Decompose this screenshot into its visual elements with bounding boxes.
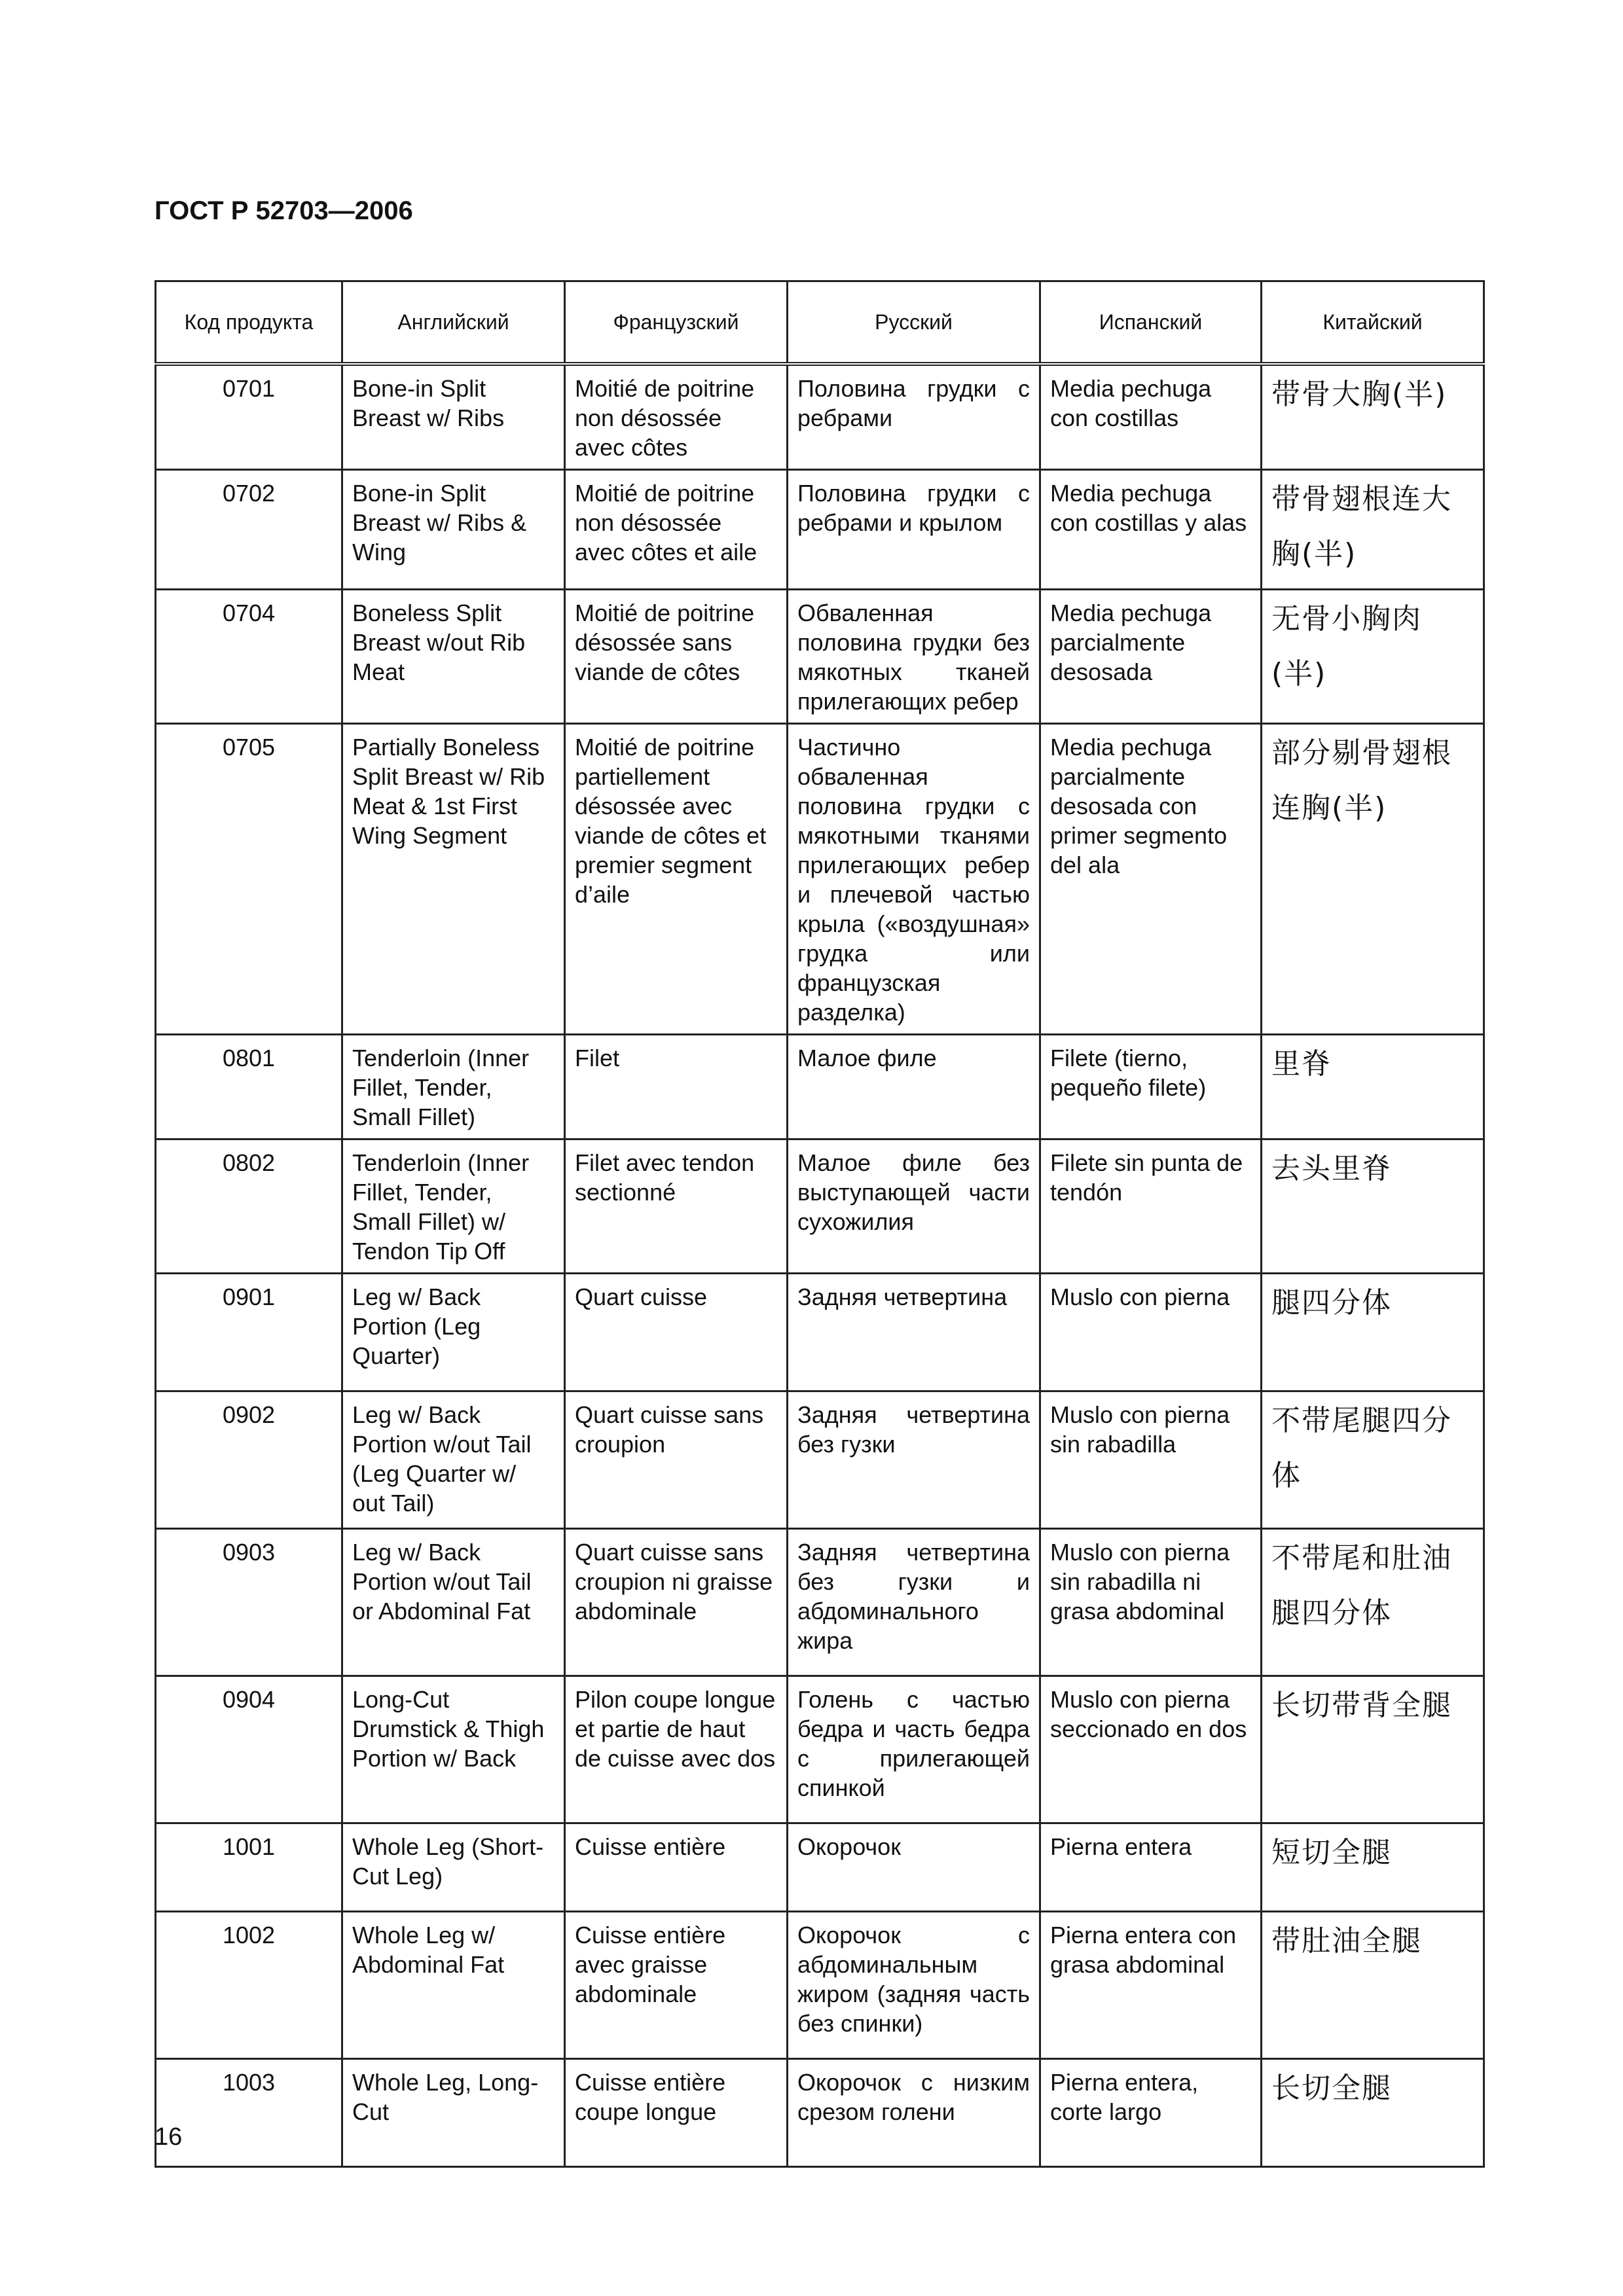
table-row [156,470,1484,590]
spanish-name: Pierna entera [1040,1823,1262,1912]
chinese-name: 带骨翅根连大胸(半) [1262,470,1484,590]
spanish-name: Media pechuga parcialmente desosada [1040,590,1262,724]
french-name: Quart cuisse sans croupion ni graisse abdominale [565,1529,788,1676]
french-name: Moitié de poitrine désossée sans viande de côtes [565,590,788,724]
chinese-name: 带肚油全腿 [1262,1912,1484,2059]
chinese-name: 短切全腿 [1262,1823,1484,1912]
column-header-french: Французский [565,281,788,365]
russian-name: Задняя четвертина без гузки и абдоминального жира [788,1529,1040,1676]
chinese-name: 去头里脊 [1262,1139,1484,1274]
chinese-name: 腿四分体 [1262,1274,1484,1391]
product-code: 1003 [156,2059,342,2167]
chinese-name: 里脊 [1262,1035,1484,1139]
english-name: Bone-in Split Breast w/ Ribs [342,364,565,470]
french-name: Cuisse entière avec graisse abdominale [565,1912,788,2059]
product-code: 0704 [156,590,342,724]
russian-name: Частично обваленная половина грудки с мякотными тканями прилегающих ребер и плечевой частью крыла («воздушная» грудка или французская разделка) [788,724,1040,1035]
english-name: Long-Cut Drumstick & Thigh Portion w/ Back [342,1676,565,1823]
russian-name: Половина грудки с ребрами [788,364,1040,470]
table-row [156,1391,1484,1529]
table-row [156,1139,1484,1274]
page-number: 16 [155,2123,183,2151]
product-code: 1002 [156,1912,342,2059]
spanish-name: Muslo con pierna seccionado en dos [1040,1676,1262,1823]
product-code: 0802 [156,1139,342,1274]
english-name: Leg w/ Back Portion (Leg Quarter) [342,1274,565,1391]
product-code: 0904 [156,1676,342,1823]
table-row [156,1274,1484,1391]
product-code: 0701 [156,364,342,470]
russian-name: Окорочок [788,1823,1040,1912]
russian-name: Задняя четвертина без гузки [788,1391,1040,1529]
table-row [156,1529,1484,1676]
russian-name: Малое филе без выступающей части сухожилия [788,1139,1040,1274]
chinese-name: 带骨大胸(半) [1262,364,1484,470]
spanish-name: Media pechuga parcialmente desosada con primer segmento del ala [1040,724,1262,1035]
english-name: Leg w/ Back Portion w/out Tail (Leg Quarter w/ out Tail) [342,1391,565,1529]
document-header: ГОСТ Р 52703—2006 [155,196,413,225]
russian-name: Окорочок с абдоминальным жиром (задняя часть без спинки) [788,1912,1040,2059]
english-name: Leg w/ Back Portion w/out Tail or Abdominal Fat [342,1529,565,1676]
chinese-name: 长切带背全腿 [1262,1676,1484,1823]
french-name: Quart cuisse [565,1274,788,1391]
russian-name: Малое филе [788,1035,1040,1139]
french-name: Filet avec tendon sectionné [565,1139,788,1274]
spanish-name: Media pechuga con costillas [1040,364,1262,470]
english-name: Partially Boneless Split Breast w/ Rib Meat & 1st First Wing Segment [342,724,565,1035]
column-header-chinese: Китайский [1262,281,1484,365]
french-name: Moitié de poitrine non désossée avec côtes et aile [565,470,788,590]
product-code: 0801 [156,1035,342,1139]
spanish-name: Muslo con pierna sin rabadilla [1040,1391,1262,1529]
english-name: Whole Leg (Short-Cut Leg) [342,1823,565,1912]
table-row [156,2059,1484,2167]
table-row [156,1676,1484,1823]
product-code: 0705 [156,724,342,1035]
french-name: Filet [565,1035,788,1139]
chinese-name: 不带尾和肚油腿四分体 [1262,1529,1484,1676]
spanish-name: Filete (tierno, pequeño filete) [1040,1035,1262,1139]
table-header-row [156,281,1484,365]
product-code: 1001 [156,1823,342,1912]
chinese-name: 长切全腿 [1262,2059,1484,2167]
product-code: 0902 [156,1391,342,1529]
spanish-name: Pierna entera, corte largo [1040,2059,1262,2167]
table-row [156,1912,1484,2059]
product-code: 0903 [156,1529,342,1676]
column-header-code: Код продукта [156,281,342,365]
spanish-name: Muslo con pierna sin rabadilla ni grasa abdominal [1040,1529,1262,1676]
table-row [156,364,1484,470]
french-name: Quart cuisse sans croupion [565,1391,788,1529]
english-name: Whole Leg w/ Abdominal Fat [342,1912,565,2059]
product-code: 0901 [156,1274,342,1391]
spanish-name: Filete sin punta de tendón [1040,1139,1262,1274]
russian-name: Задняя четвертина [788,1274,1040,1391]
table-row [156,1823,1484,1912]
russian-name: Голень с частью бедра и часть бедра с прилегающей спинкой [788,1676,1040,1823]
russian-name: Половина грудки с ребрами и крылом [788,470,1040,590]
english-name: Boneless Split Breast w/out Rib Meat [342,590,565,724]
english-name: Tenderloin (Inner Fillet, Tender, Small Fillet) [342,1035,565,1139]
product-code: 0702 [156,470,342,590]
spanish-name: Muslo con pierna [1040,1274,1262,1391]
french-name: Cuisse entière coupe longue [565,2059,788,2167]
table-row [156,1035,1484,1139]
column-header-english: Английский [342,281,565,365]
french-name: Pilon coupe longue et partie de haut de cuisse avec dos [565,1676,788,1823]
english-name: Tenderloin (Inner Fillet, Tender, Small Fillet) w/ Tendon Tip Off [342,1139,565,1274]
french-name: Moitié de poitrine non désossée avec côtes [565,364,788,470]
table-row [156,590,1484,724]
chinese-name: 不带尾腿四分体 [1262,1391,1484,1529]
spanish-name: Pierna entera con grasa abdominal [1040,1912,1262,2059]
russian-name: Обваленная половина грудки без мякотных тканей прилегающих ребер [788,590,1040,724]
chinese-name: 无骨小胸肉(半) [1262,590,1484,724]
chinese-name: 部分剔骨翅根连胸(半) [1262,724,1484,1035]
column-header-spanish: Испанский [1040,281,1262,365]
english-name: Whole Leg, Long-Cut [342,2059,565,2167]
french-name: Moitié de poitrine partiellement désossée avec viande de côtes et premier segment d’aile [565,724,788,1035]
french-name: Cuisse entière [565,1823,788,1912]
russian-name: Окорочок с низким срезом голени [788,2059,1040,2167]
product-translation-table [155,280,1485,2168]
english-name: Bone-in Split Breast w/ Ribs & Wing [342,470,565,590]
table-row [156,724,1484,1035]
spanish-name: Media pechuga con costillas y alas [1040,470,1262,590]
column-header-russian: Русский [788,281,1040,365]
